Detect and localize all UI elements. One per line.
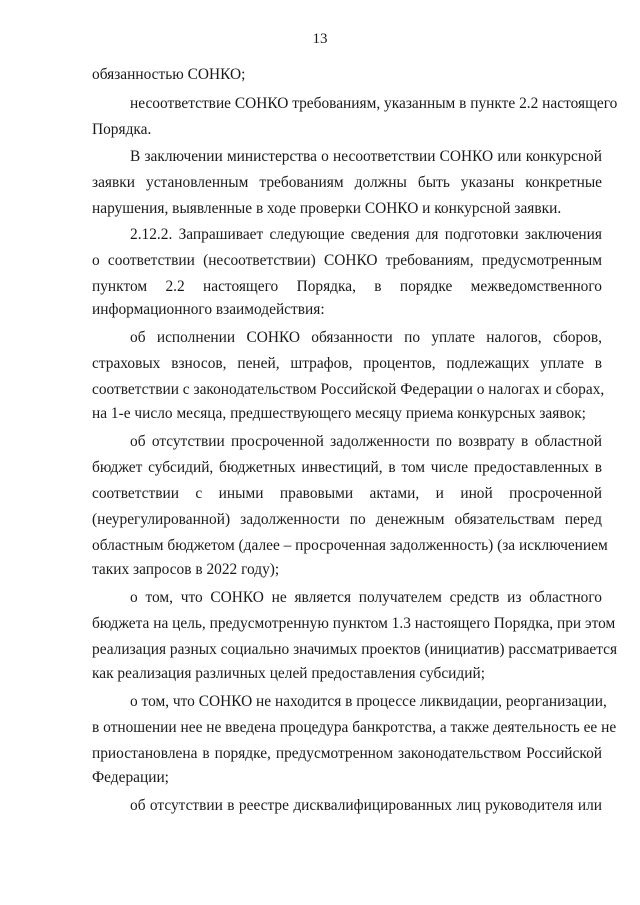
text-line: на 1-е число месяца, предшествующего месяцу приема конкурсных заявок;	[92, 405, 586, 422]
text-line: пунктом 2.2 настоящего Порядка, в порядке межведомственного	[92, 278, 602, 295]
text-line: об исполнении СОНКО обязанности по уплате налогов, сборов,	[130, 329, 602, 346]
text-line: нарушения, выявленные в ходе проверки СОНКО и конкурсной заявки.	[92, 200, 562, 217]
text-line: приостановлена в порядке, предусмотренном законодательством Российской	[92, 745, 602, 762]
text-line: 2.12.2. Запрашивает следующие сведения для подготовки заключения	[130, 226, 602, 243]
text-line: информационного взаимодействия:	[92, 301, 325, 318]
text-line: реализация разных социально значимых проектов (инициатив) рассматривается	[92, 641, 618, 658]
text-line: Федерации;	[92, 769, 169, 786]
text-line: бюджета на цель, предусмотренную пунктом 1.3 настоящего Порядка, при этом	[92, 615, 616, 632]
text-line: (неурегулированной) задолженности по денежным обязательствам перед	[92, 511, 602, 528]
text-line: областным бюджетом (далее – просроченная задолженность) (за исключением	[92, 537, 608, 554]
text-line: о соответствии (несоответствии) СОНКО требованиям, предусмотренным	[92, 252, 602, 269]
text-line: Порядка.	[92, 121, 152, 138]
text-line: об отсутствии просроченной задолженности по возврату в областной	[130, 433, 602, 450]
text-line: страховых взносов, пеней, штрафов, процентов, подлежащих уплате в	[92, 355, 602, 372]
text-line: о том, что СОНКО не находится в процессе ликвидации, реорганизации,	[130, 693, 607, 710]
text-line: обязанностью СОНКО;	[92, 66, 246, 83]
text-line: таких запросов в 2022 году);	[92, 561, 280, 578]
text-line: соответствии с иными правовыми актами, и иной просроченной	[92, 485, 602, 502]
text-line: В заключении министерства о несоответствии СОНКО или конкурсной	[130, 148, 602, 165]
text-line: в отношении нее не введена процедура банкротства, а также деятельность ее не	[92, 719, 617, 736]
text-line: как реализация различных целей предоставления субсидий;	[92, 665, 485, 682]
text-line: заявки установленным требованиям должны быть указаны конкретные	[92, 174, 602, 191]
text-line: бюджет субсидий, бюджетных инвестиций, в том числе предоставленных в	[92, 459, 602, 476]
text-line: об отсутствии в реестре дисквалифицированных лиц руководителя или	[130, 797, 602, 814]
text-line: несоответствие СОНКО требованиям, указанным в пункте 2.2 настоящего	[130, 95, 618, 112]
text-line: о том, что СОНКО не является получателем средств из областного	[130, 589, 602, 606]
text-line: соответствии с законодательством Российской Федерации о налогах и сборах,	[92, 381, 605, 398]
page-number: 13	[312, 31, 328, 47]
